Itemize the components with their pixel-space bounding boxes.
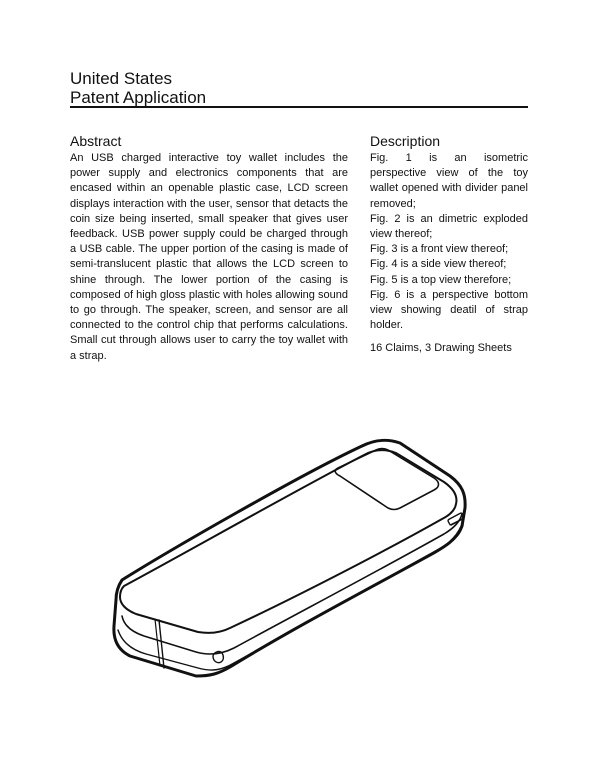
figure-description-6: Fig. 6 is a perspective bottom view showing deatil of strap holder. (370, 288, 528, 332)
header-rule (70, 106, 528, 108)
wallet-outer-shell (114, 440, 465, 676)
claims-summary: 16 Claims, 3 Drawing Sheets (370, 342, 512, 355)
header-document-type: Patent Application (70, 88, 207, 107)
wallet-side-edge (122, 514, 462, 654)
toy-wallet-drawing (100, 430, 480, 690)
wallet-top-face (120, 450, 457, 633)
header-country: United States (70, 69, 173, 88)
figure-description-3: Fig. 3 is a front view thereof; (370, 243, 509, 256)
abstract-title: Abstract (70, 133, 122, 149)
description-section (370, 133, 528, 357)
figure-description-2: Fig. 2 is an dimetric exploded view thereof; (370, 212, 528, 241)
figure-description-4: Fig. 4 is a side view thereof; (370, 258, 507, 271)
abstract-text: An USB charged interactive toy wallet includes the power supply and electronics components that are encased within an openable plastic case, LCD screen displays interaction with the user, sensor that detacts the coin size being inserted, small speaker that gives user feedback. USB power supply could be charged through a USB cable. The upper portion of the casing is made of semi-translucent plastic that allows the LCD screen to shine through. The lower portion of the casing is composed of high gloss plastic with holes allowing sound to go through. The speaker, screen, and sensor are all connected to the control chip that performs calculations. Small cut through allows user to carry the toy wallet with a strap. (70, 152, 348, 362)
figure-description-1: Fig. 1 is an isometric perspective view of the toy wallet opened with divider panel removed; (370, 152, 528, 210)
abstract-section (70, 133, 348, 364)
wallet-bottom-edge (118, 525, 463, 670)
description-title: Description (370, 133, 441, 149)
figure-description-5: Fig. 5 is a top view therefore; (370, 273, 512, 286)
document-header (70, 69, 528, 107)
